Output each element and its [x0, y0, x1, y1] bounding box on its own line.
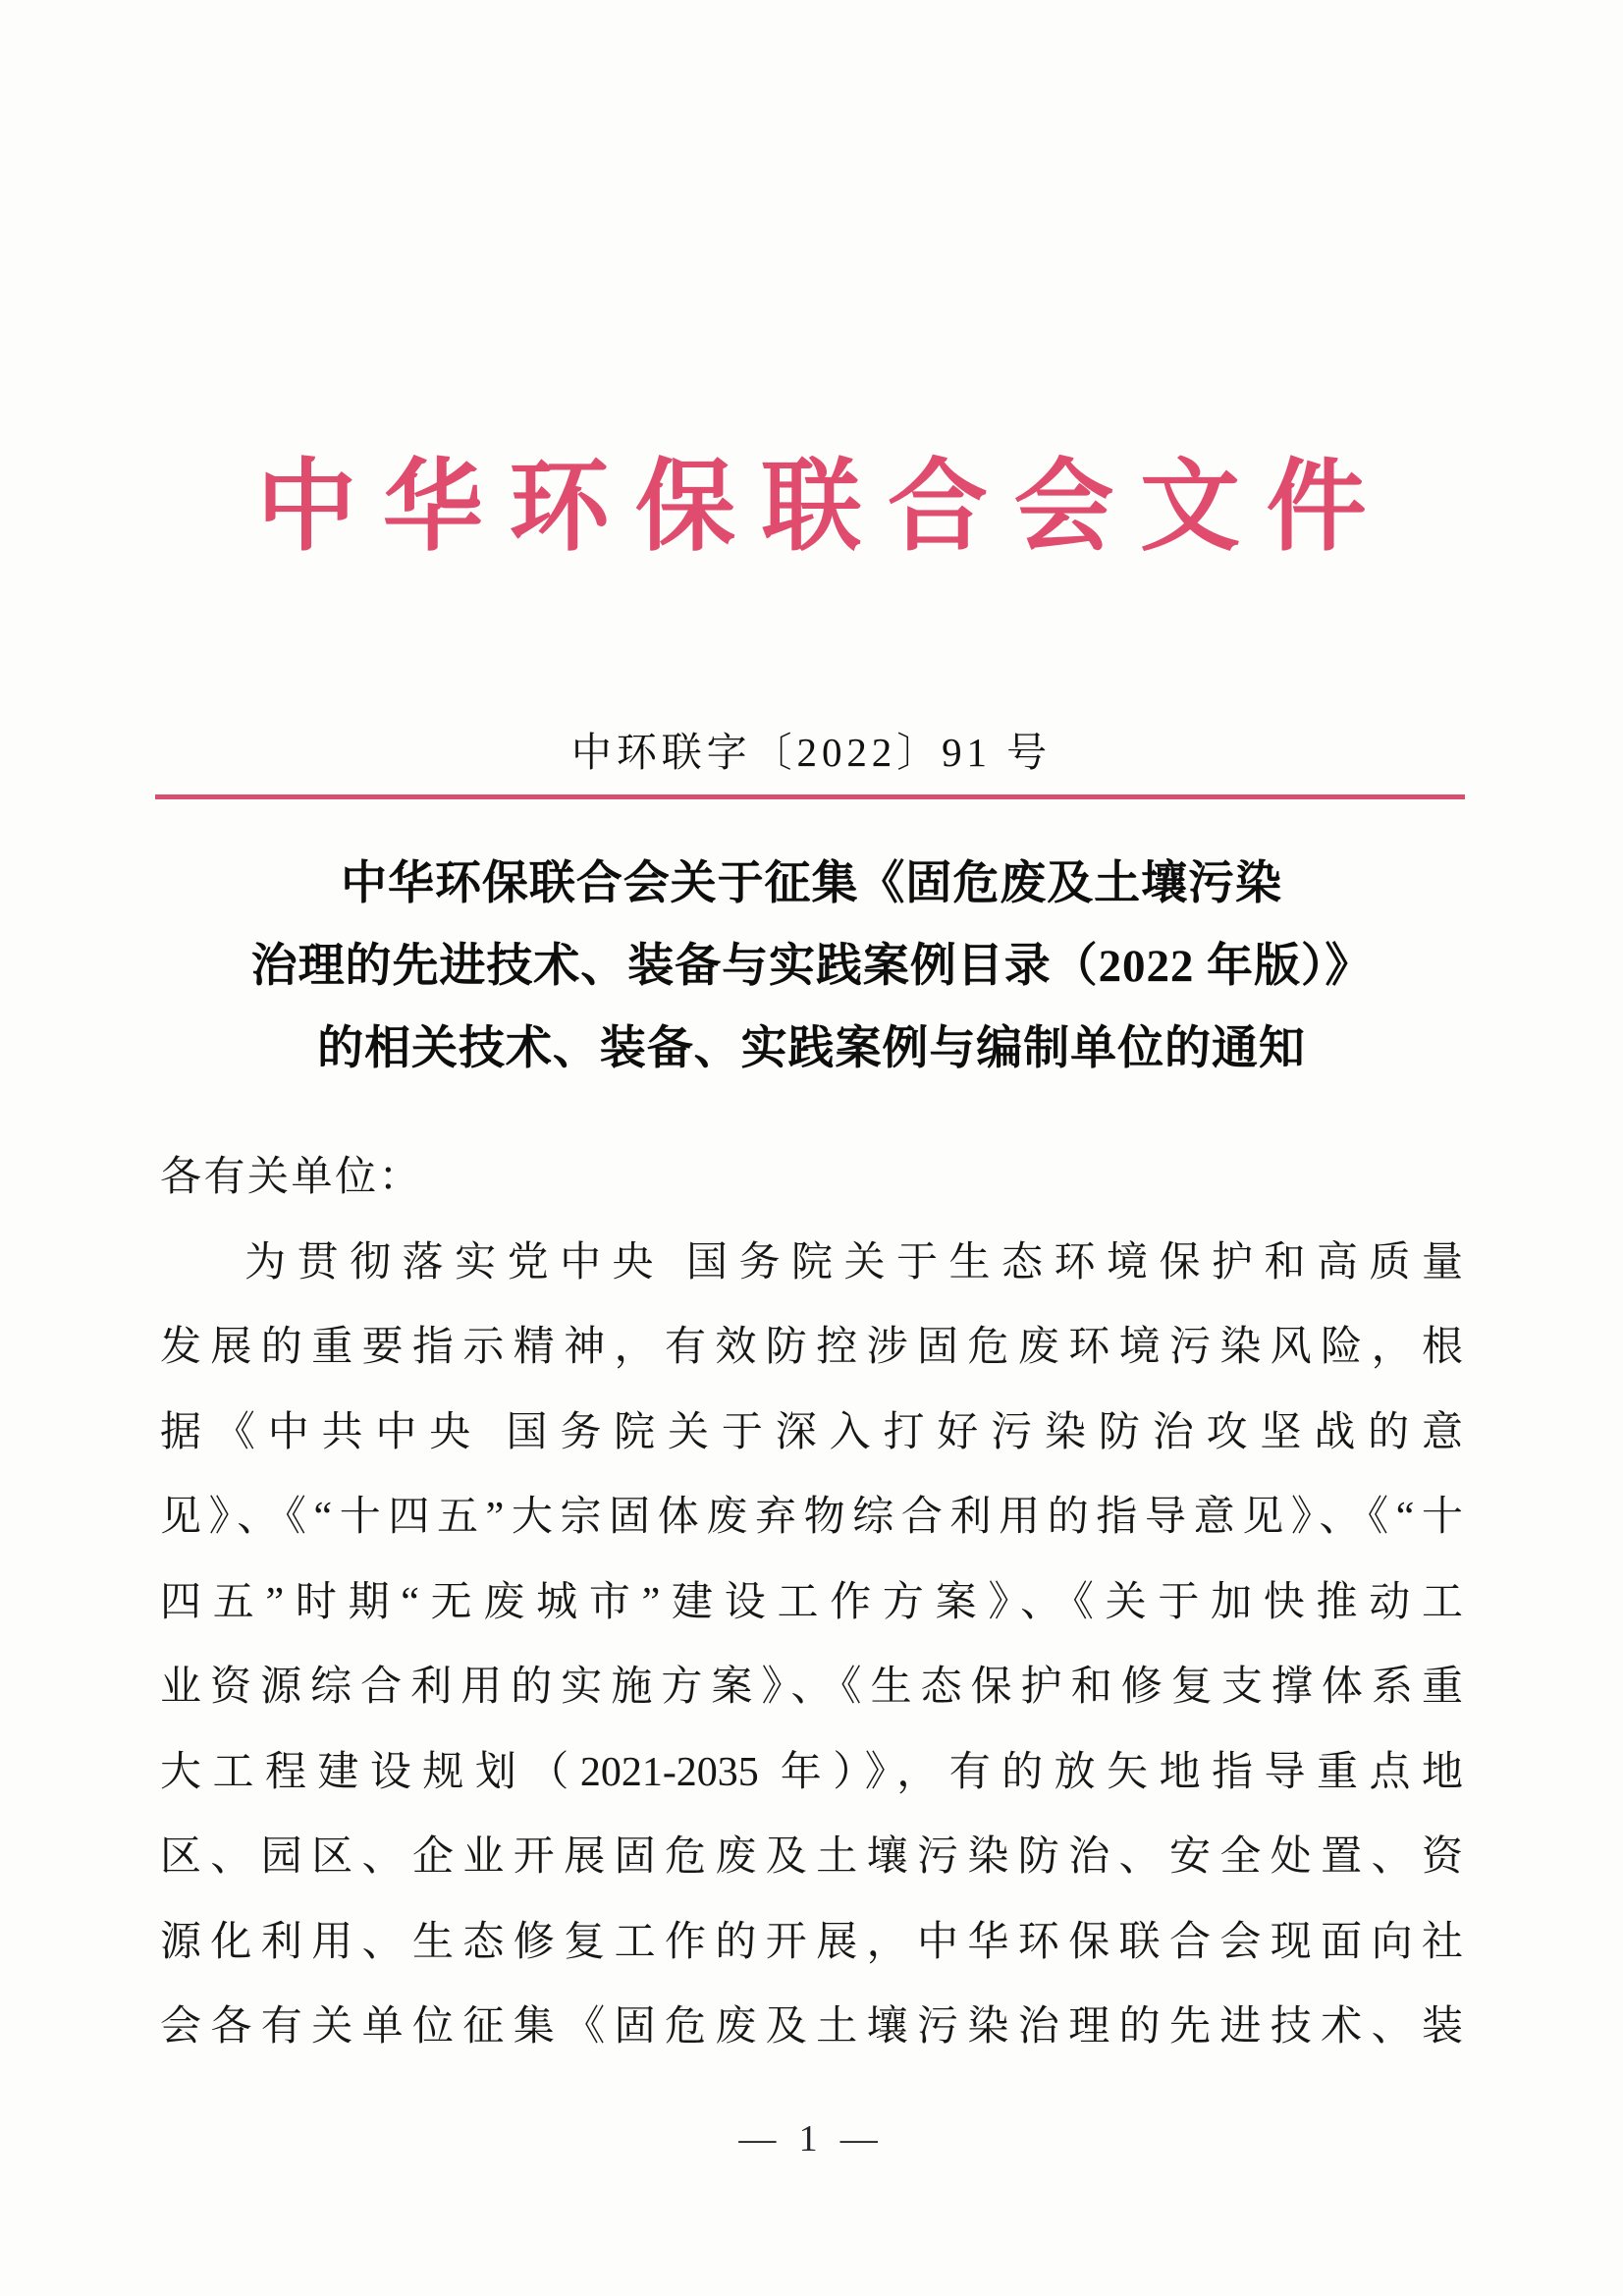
body-line: 大工程建设规划（2021-2035 年）》，有的放矢地指导重点地: [160, 1749, 1463, 1795]
notice-title: [79, 843, 1544, 1090]
notice-title-line-2: 治理的先进技术、装备与实践案例目录（2022 年版）》: [250, 941, 1373, 992]
agency-masthead: 中华环保联合会文件: [256, 453, 1393, 564]
body-line: 源化利用、生态修复工作的开展，中华环保联合会现面向社: [160, 1919, 1463, 1965]
body-line: 见》、《“十四五”大宗固体废弃物综合利用的指导意见》、《“十: [160, 1495, 1463, 1540]
doc-reference-number: 中环联字〔2022〕91 号: [570, 730, 1053, 775]
body-line: 为贯彻落实党中央 国务院关于生态环境保护和高质量: [244, 1239, 1463, 1285]
notice-title-line-1: 中华环保联合会关于征集《固危废及土壤污染: [341, 858, 1282, 909]
notice-title-line-3: 的相关技术、装备、实践案例与编制单位的通知: [317, 1023, 1306, 1074]
body-line: 发展的重要指示精神，有效防控涉固危废环境污染风险，根: [160, 1325, 1463, 1370]
page-number: — 1 —: [738, 2118, 885, 2159]
body-line: 区、园区、企业开展固危废及土壤污染防治、安全处置、资: [160, 1834, 1463, 1880]
document-body: [160, 1135, 1463, 2070]
body-line: 业资源综合利用的实施方案》、《生态保护和修复支撑体系重: [160, 1665, 1463, 1710]
body-line: 四五”时期“无废城市”建设工作方案》、《关于加快推动工: [160, 1579, 1463, 1625]
red-divider-line: [155, 794, 1465, 799]
salutation: 各有关单位：: [160, 1155, 423, 1200]
body-line: 会各有关单位征集《固危废及土壤污染治理的先进技术、装: [160, 2004, 1463, 2050]
body-line: 据《中共中央 国务院关于深入打好污染防治攻坚战的意: [160, 1409, 1463, 1455]
